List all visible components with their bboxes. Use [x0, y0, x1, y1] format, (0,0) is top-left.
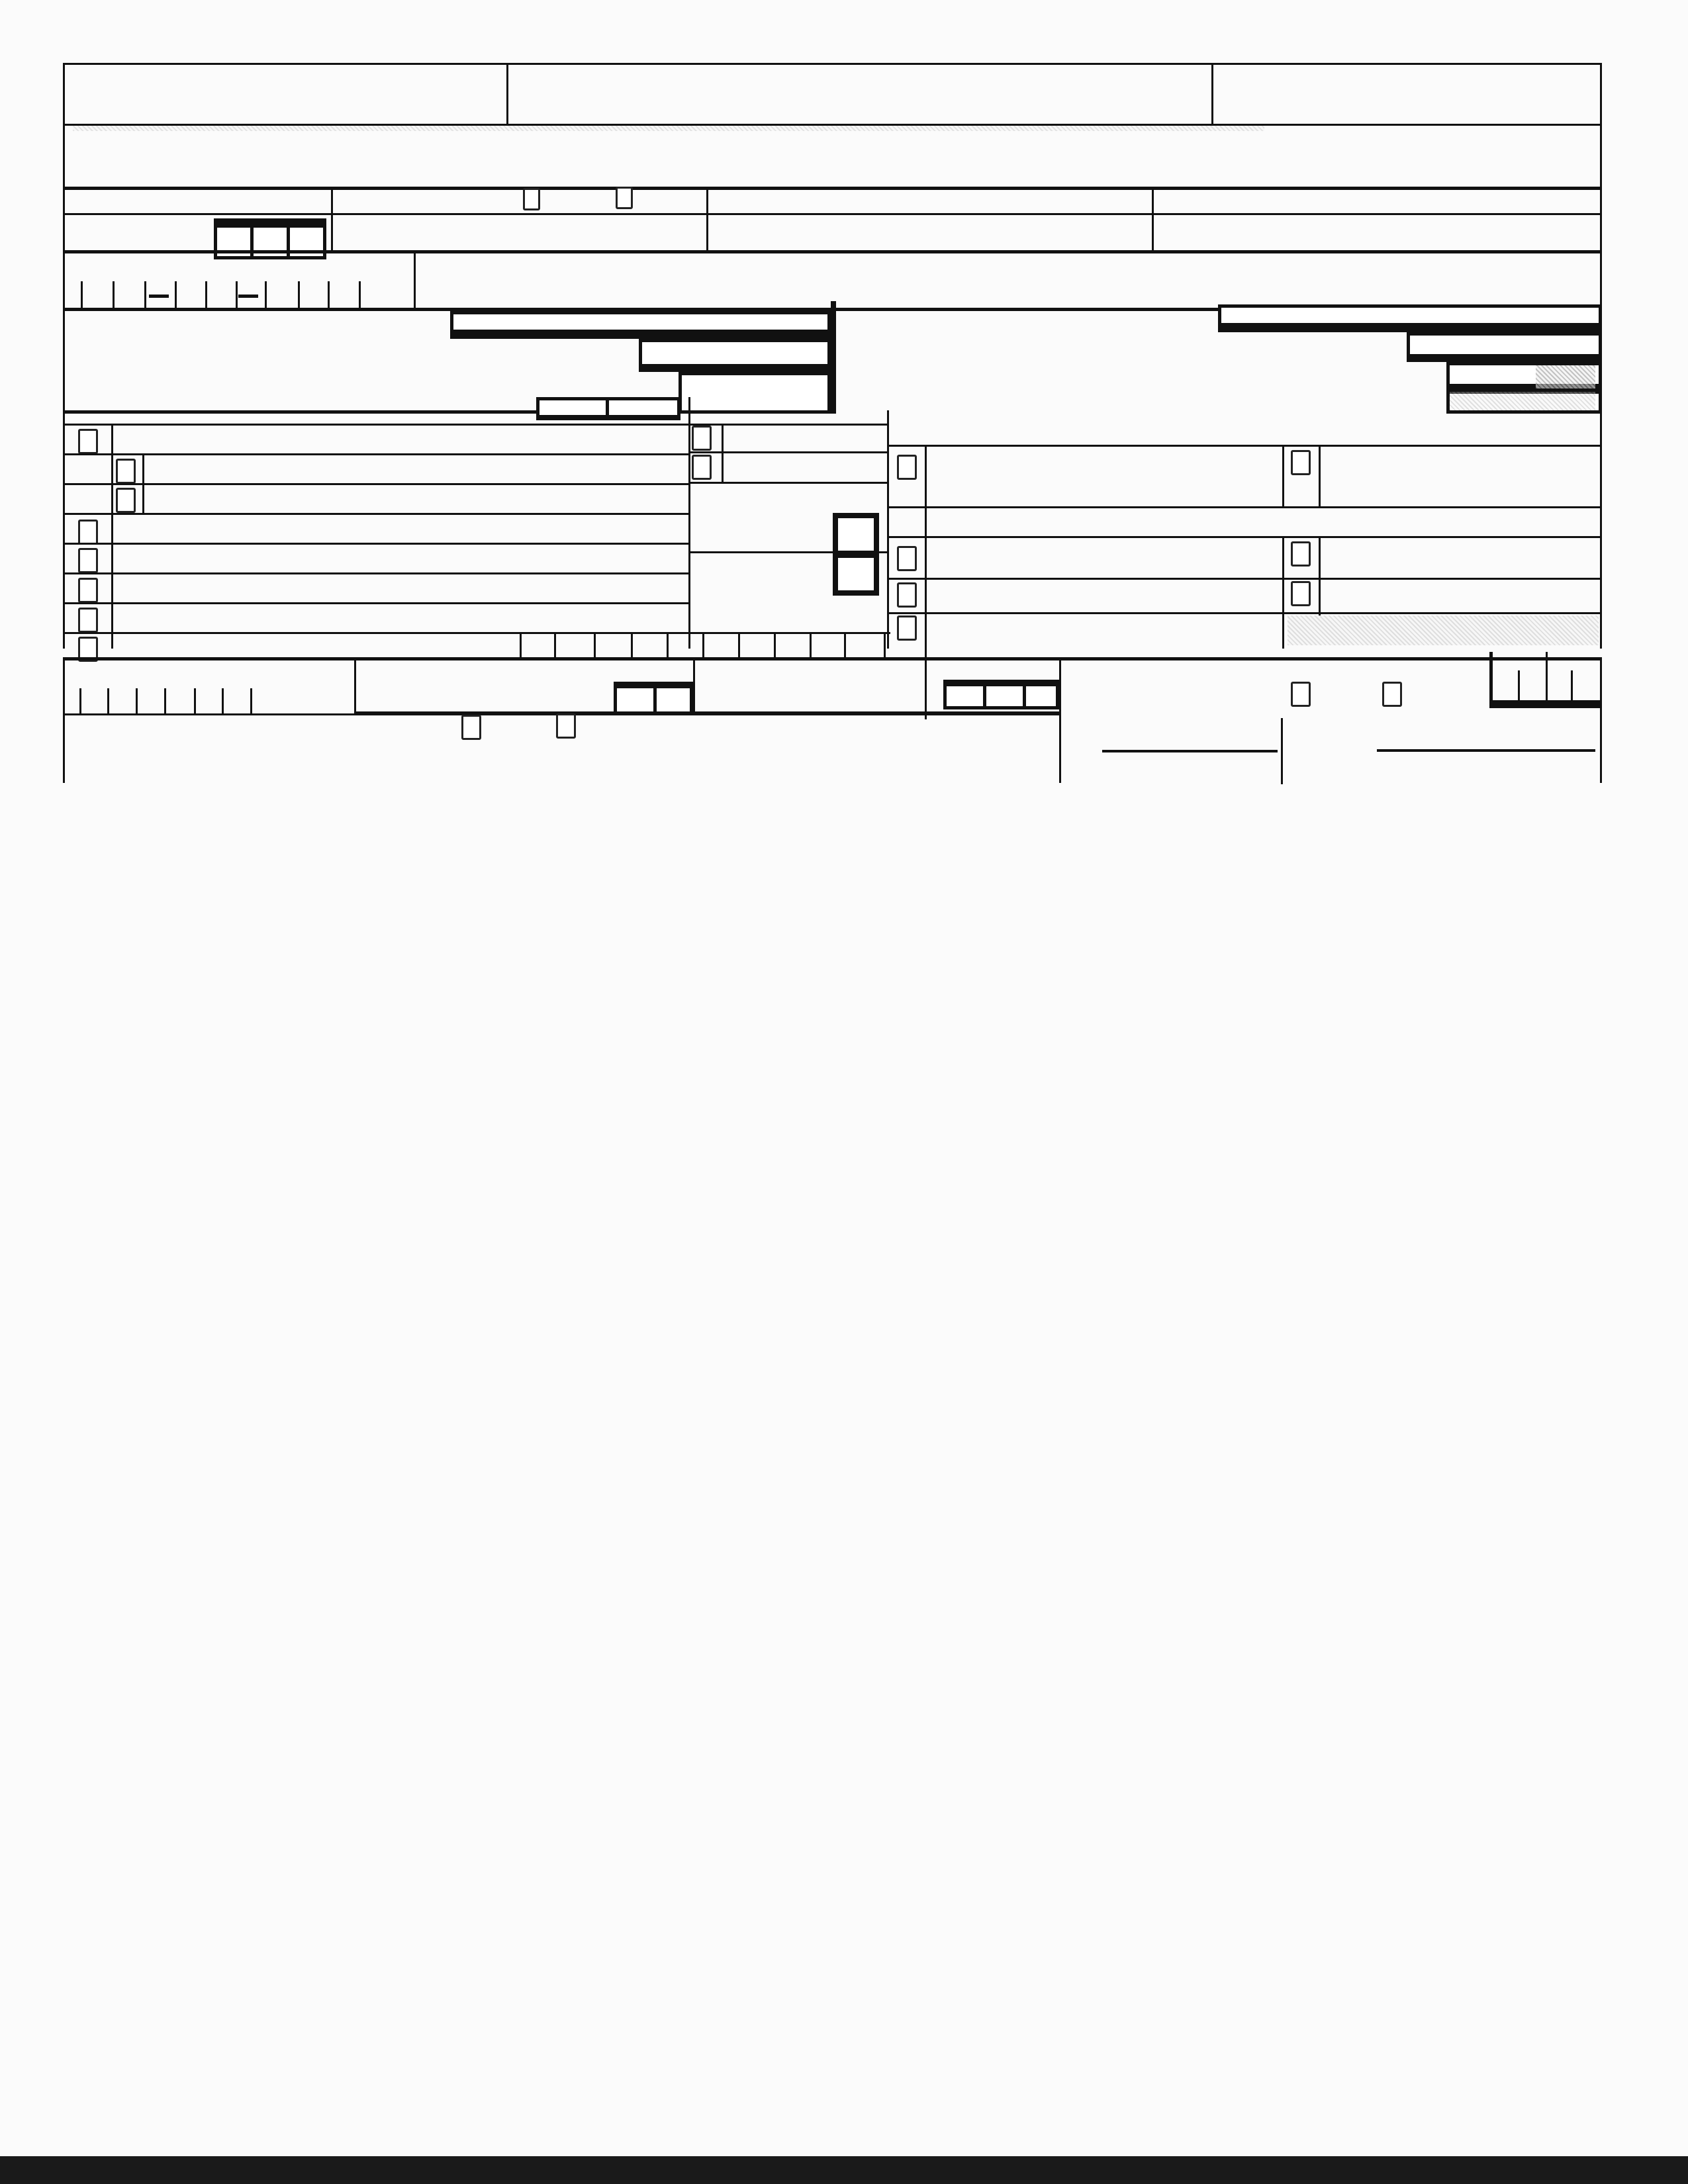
prior-service-no-checkbox[interactable] — [616, 187, 633, 209]
dob-input[interactable] — [73, 688, 351, 715]
citizenship-born-abroad-checkbox[interactable] — [116, 488, 136, 513]
sex-male-checkbox[interactable] — [692, 426, 712, 451]
citizenship-non-citizen-national-checkbox[interactable] — [78, 548, 98, 573]
official-use-area[interactable] — [63, 122, 1602, 189]
language-second-input[interactable] — [1377, 749, 1595, 752]
alien-registration-input[interactable] — [520, 632, 890, 659]
ethnic-hispanic-checkbox[interactable] — [897, 455, 917, 480]
sex-female-checkbox[interactable] — [692, 455, 712, 480]
prior-service-yes-checkbox[interactable] — [523, 188, 540, 210]
dependents-input[interactable] — [833, 553, 879, 596]
foreign-language-no-checkbox[interactable] — [1382, 682, 1402, 707]
race-native-hawaiian-checkbox[interactable] — [1291, 541, 1311, 567]
selective-service-class-input[interactable] — [712, 217, 1149, 250]
religion-input[interactable] — [361, 685, 606, 711]
drivers-license-yes-checkbox[interactable] — [461, 715, 481, 740]
race-black-checkbox[interactable] — [897, 615, 917, 641]
citizenship-us-at-birth-checkbox[interactable] — [78, 429, 98, 454]
education-code-boxes[interactable] — [943, 680, 1059, 709]
language-code-boxes[interactable] — [1489, 652, 1602, 708]
selective-service-reg-input[interactable] — [1157, 217, 1597, 250]
name-input[interactable] — [424, 278, 1595, 308]
religion-code-boxes[interactable] — [614, 682, 693, 715]
race-white-checkbox[interactable] — [1291, 581, 1311, 606]
race-asian-checkbox[interactable] — [897, 582, 917, 608]
number-of-days-input[interactable] — [341, 217, 705, 250]
race-american-indian-checkbox[interactable] — [897, 546, 917, 571]
drivers-license-no-checkbox[interactable] — [556, 713, 576, 739]
header-box — [63, 63, 1602, 126]
citizenship-non-immigrant-checkbox[interactable] — [78, 608, 98, 633]
citizenship-immigrant-alien-checkbox[interactable] — [78, 578, 98, 603]
marital-status-input[interactable] — [833, 513, 879, 556]
foreign-language-yes-checkbox[interactable] — [1291, 682, 1311, 707]
citizenship-native-born-checkbox[interactable] — [116, 459, 136, 484]
citizenship-naturalized-checkbox[interactable] — [78, 520, 98, 545]
ethnic-not-hispanic-checkbox[interactable] — [1291, 450, 1311, 475]
ssn-input[interactable] — [73, 281, 410, 311]
language-first-input[interactable] — [1102, 750, 1278, 752]
